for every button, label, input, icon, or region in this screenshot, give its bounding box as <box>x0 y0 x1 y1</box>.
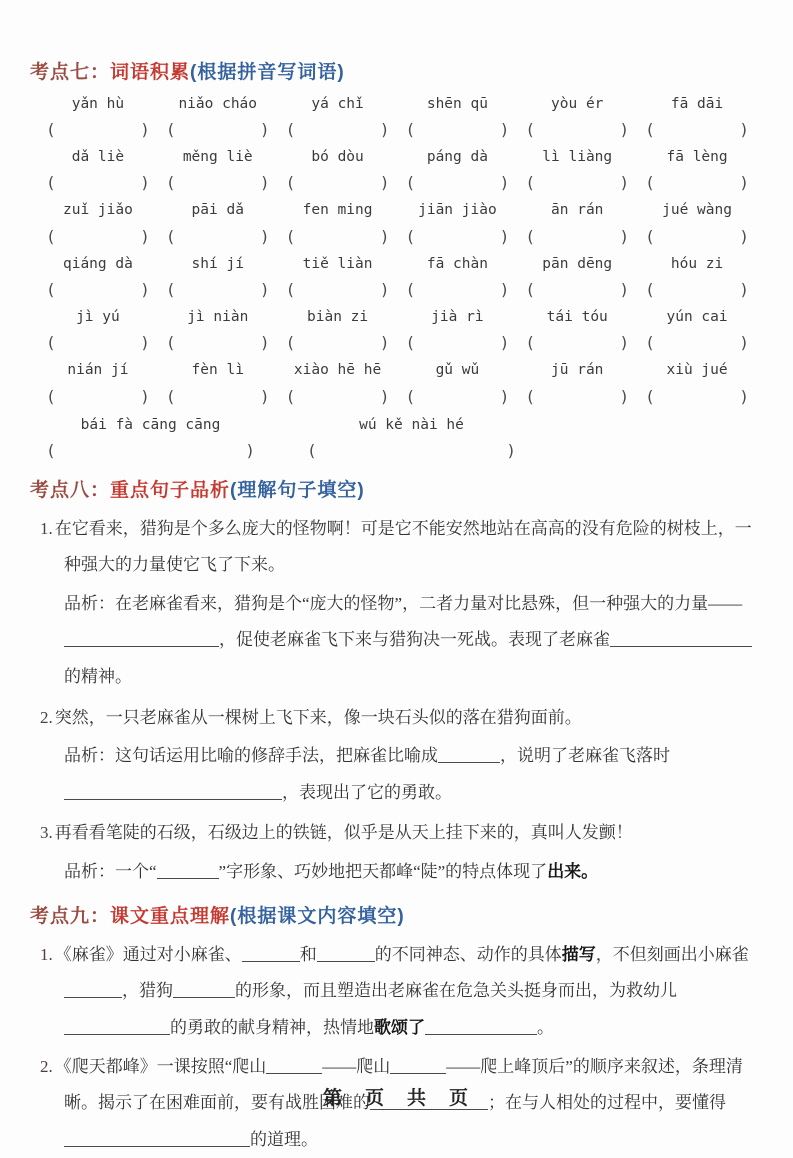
section9-title-note: (根据课文内容填空) <box>230 906 405 928</box>
fill-blank[interactable] <box>64 980 122 998</box>
pinyin-cell <box>397 146 517 196</box>
pinyin-cell <box>158 146 278 196</box>
pinyin-cell <box>637 146 757 196</box>
answer-brackets[interactable] <box>637 383 757 410</box>
pinyin-cell <box>517 253 637 303</box>
text-run: 《麻雀》通过对小麻雀、 <box>54 944 242 964</box>
fill-blank[interactable] <box>157 861 219 879</box>
text-run: 歌颂了 <box>374 1017 425 1037</box>
answer-brackets[interactable] <box>299 437 524 464</box>
pinyin-text: yá chǐ <box>311 95 364 112</box>
answer-brackets[interactable] <box>637 276 757 303</box>
bracket-close-icon: ) <box>740 279 747 299</box>
pinyin-cell <box>38 146 158 196</box>
pinyin-cell <box>158 306 278 356</box>
fill-blank[interactable] <box>266 1056 322 1074</box>
section7-title-note: (根据拼音写词语) <box>190 62 345 83</box>
bracket-close-icon: ) <box>261 119 268 139</box>
answer-brackets[interactable] <box>38 276 158 303</box>
bracket-close-icon: ) <box>141 226 148 246</box>
item-number: 2. <box>40 1056 53 1076</box>
text-run: ，不但刻画出小麻雀 <box>595 944 749 964</box>
pinyin-cell <box>158 253 278 303</box>
pinyin-text: fèn lì <box>191 362 244 379</box>
pinyin-text: jià rì <box>431 309 484 326</box>
pinyin-cell <box>38 306 158 356</box>
text-run: 描写 <box>561 944 596 964</box>
bracket-close-icon: ) <box>507 441 514 461</box>
bracket-open-icon: ( <box>48 279 55 299</box>
pinyin-cell <box>38 199 158 249</box>
pinyin-text: fā chàn <box>426 255 488 272</box>
bracket-open-icon: ( <box>287 386 294 406</box>
bracket-open-icon: ( <box>287 279 294 299</box>
bracket-close-icon: ) <box>261 279 268 299</box>
bracket-close-icon: ) <box>501 119 508 139</box>
item-number: 1. <box>40 518 53 538</box>
bracket-close-icon: ) <box>381 226 388 246</box>
answer-brackets[interactable] <box>38 223 158 250</box>
answer-brackets[interactable] <box>517 276 637 303</box>
pinyin-text: wú kě nài hé <box>359 416 464 433</box>
answer-brackets[interactable] <box>158 329 278 356</box>
pinyin-cell <box>637 93 757 143</box>
fill-blank[interactable] <box>390 1056 446 1074</box>
section8-title-note: (理解句子填空) <box>230 480 365 502</box>
bracket-open-icon: ( <box>167 119 175 139</box>
pinyin-cell <box>278 359 398 409</box>
pinyin-grid <box>38 93 757 410</box>
pinyin-text: xiào hē hē <box>293 362 382 379</box>
pinyin-cell <box>158 359 278 409</box>
text-run: ，促使老麻雀飞下来与猎狗决一死战。表现了老麻雀 <box>219 630 610 650</box>
bracket-open-icon: ( <box>647 333 654 353</box>
pinyin-text: měng liè <box>182 148 253 165</box>
pinyin-text: shí jí <box>191 255 244 272</box>
text-run: 和 <box>299 944 317 964</box>
bracket-open-icon: ( <box>167 173 175 193</box>
fill-blank[interactable] <box>438 745 500 763</box>
pinyin-text: yún cai <box>666 309 728 326</box>
bracket-open-icon: ( <box>287 226 294 246</box>
pinyin-text: jì niàn <box>187 309 249 326</box>
pinyin-text: jué wàng <box>662 202 732 219</box>
bracket-close-icon: ) <box>141 386 148 406</box>
bracket-open-icon: ( <box>309 441 316 461</box>
text-run: 的道理。 <box>250 1129 318 1149</box>
bracket-open-icon: ( <box>647 279 654 299</box>
answer-brackets[interactable] <box>517 329 637 356</box>
bracket-open-icon: ( <box>48 173 55 193</box>
bracket-close-icon: ) <box>501 333 508 353</box>
text-run: ”字形象、巧妙地把天都峰“陡”的特点体现了 <box>218 861 548 881</box>
pinyin-row <box>38 199 757 249</box>
answer-brackets[interactable] <box>38 169 158 196</box>
pinyin-text: yòu ér <box>551 95 604 112</box>
pinyin-text: nián jí <box>67 362 129 379</box>
fill-blank[interactable] <box>610 629 752 647</box>
bracket-open-icon: ( <box>167 226 175 246</box>
pinyin-text: zuǐ jiǎo <box>62 202 133 219</box>
bracket-open-icon: ( <box>527 386 534 406</box>
bracket-open-icon: ( <box>407 173 414 193</box>
bracket-open-icon: ( <box>167 333 175 353</box>
text-run: ，说明了老麻雀飞落时 <box>500 746 670 766</box>
answer-brackets[interactable] <box>637 169 757 196</box>
bracket-open-icon: ( <box>407 333 414 353</box>
pinyin-text: pān dēng <box>542 255 613 272</box>
answer-brackets[interactable] <box>517 169 637 196</box>
bracket-open-icon: ( <box>527 226 534 246</box>
pinyin-cell <box>517 199 637 249</box>
bracket-open-icon: ( <box>527 173 534 193</box>
text-run: 出来。 <box>547 861 599 881</box>
answer-brackets[interactable] <box>38 437 263 464</box>
answer-brackets[interactable] <box>637 223 757 250</box>
pinyin-cell <box>637 199 757 249</box>
bracket-close-icon: ) <box>141 173 148 193</box>
text-run: ，猎狗 <box>122 981 173 1001</box>
bracket-open-icon: ( <box>287 333 294 353</box>
pinyin-text: shēn qū <box>426 95 488 112</box>
bracket-open-icon: ( <box>167 279 175 299</box>
pinyin-cell <box>517 359 637 409</box>
bracket-open-icon: ( <box>48 441 55 461</box>
bracket-open-icon: ( <box>647 386 654 406</box>
pinyin-cell <box>299 414 524 464</box>
bracket-close-icon: ) <box>381 119 388 139</box>
pinyin-text: qiáng dà <box>62 255 133 272</box>
answer-brackets[interactable] <box>158 223 278 250</box>
fill-blank[interactable] <box>64 1129 250 1147</box>
bracket-close-icon: ) <box>501 279 508 299</box>
answer-brackets[interactable] <box>158 276 278 303</box>
bracket-close-icon: ) <box>261 386 268 406</box>
pinyin-cell <box>637 253 757 303</box>
text-run: 的勇敢的献身精神，热情地 <box>170 1017 374 1037</box>
pinyin-row <box>38 93 757 143</box>
section8-title-main: 重点句子品析 <box>110 480 231 502</box>
bracket-close-icon: ) <box>620 386 628 406</box>
analysis-paragraph <box>40 586 765 696</box>
answer-brackets[interactable] <box>158 169 278 196</box>
pinyin-row <box>38 253 757 303</box>
pinyin-text: fen ming <box>302 202 373 219</box>
pinyin-cell <box>637 359 757 409</box>
fill-blank[interactable] <box>64 1017 170 1035</box>
pinyin-row <box>38 146 757 196</box>
pinyin-text: tái tóu <box>546 309 608 326</box>
answer-brackets[interactable] <box>397 329 517 356</box>
text-run: 。 <box>537 1017 554 1037</box>
pinyin-text: biàn zi <box>307 309 369 326</box>
bracket-close-icon: ) <box>501 226 508 246</box>
pinyin-text: páng dà <box>426 148 488 165</box>
bracket-open-icon: ( <box>287 119 294 139</box>
bracket-close-icon: ) <box>740 386 747 406</box>
pinyin-cell <box>397 359 517 409</box>
text-run: 再看看笔陡的石级，石级边上的铁链，似乎是从天上挂下来的，真叫人发颤！ <box>54 823 633 843</box>
item-number: 3. <box>40 823 53 843</box>
pinyin-text: bó dòu <box>311 148 364 165</box>
bracket-close-icon: ) <box>501 173 508 193</box>
footer-page-label: 第 页 共 页 <box>322 1088 470 1109</box>
pinyin-cell <box>397 306 517 356</box>
answer-brackets[interactable] <box>158 383 278 410</box>
pinyin-cell <box>38 359 158 409</box>
pinyin-text: fā lèng <box>666 148 728 165</box>
bracket-close-icon: ) <box>501 386 508 406</box>
answer-brackets[interactable] <box>517 223 637 250</box>
bracket-close-icon: ) <box>261 226 268 246</box>
answer-brackets[interactable] <box>38 329 158 356</box>
answer-brackets[interactable] <box>38 116 158 143</box>
pinyin-cell <box>278 93 398 143</box>
bracket-close-icon: ) <box>141 333 148 353</box>
pinyin-text: jiān jiào <box>418 202 497 219</box>
pinyin-text: lì liàng <box>542 148 613 165</box>
answer-brackets[interactable] <box>278 383 398 410</box>
bracket-open-icon: ( <box>527 119 534 139</box>
fill-blank[interactable] <box>64 782 282 800</box>
answer-brackets[interactable] <box>278 276 398 303</box>
pinyin-text: pāi dǎ <box>191 202 244 219</box>
question-item <box>40 815 765 852</box>
item-number: 1. <box>40 944 53 964</box>
pinyin-text: hóu zi <box>670 255 724 272</box>
bracket-close-icon: ) <box>740 226 747 246</box>
bracket-close-icon: ) <box>381 279 388 299</box>
bracket-open-icon: ( <box>48 226 55 246</box>
pinyin-text: dǎ liè <box>71 148 125 165</box>
pinyin-text: niǎo cháo <box>178 95 258 112</box>
text-run: 品析：在老麻雀看来，猎狗是个“庞大的怪物”，二者力量对比悬殊，但一种强大的力量—— <box>64 593 743 613</box>
text-run: 品析：这句话运用比喻的修辞手法，把麻雀比喻成 <box>64 746 438 766</box>
pinyin-cell <box>517 146 637 196</box>
fill-blank[interactable] <box>242 944 300 962</box>
answer-brackets[interactable] <box>637 329 757 356</box>
fill-blank[interactable] <box>173 980 235 998</box>
bracket-close-icon: ) <box>141 279 148 299</box>
bracket-open-icon: ( <box>647 119 654 139</box>
pinyin-row <box>38 414 757 464</box>
question-item <box>40 937 765 1047</box>
answer-brackets[interactable] <box>517 116 637 143</box>
bracket-open-icon: ( <box>407 279 414 299</box>
pinyin-text: tiě liàn <box>302 255 373 272</box>
pinyin-cell <box>38 414 263 464</box>
pinyin-row <box>38 306 757 356</box>
pinyin-text: fā dāi <box>670 95 724 112</box>
analysis-paragraph <box>40 854 765 891</box>
question-item <box>40 700 765 737</box>
bracket-open-icon: ( <box>647 226 654 246</box>
bracket-open-icon: ( <box>407 386 414 406</box>
pinyin-cell <box>397 93 517 143</box>
bracket-open-icon: ( <box>48 386 55 406</box>
pinyin-grid-wide <box>38 414 757 464</box>
bracket-close-icon: ) <box>246 441 253 461</box>
answer-brackets[interactable] <box>278 329 398 356</box>
pinyin-cell <box>158 93 278 143</box>
section9-items <box>30 937 765 1158</box>
text-run: ——爬山 <box>322 1056 391 1076</box>
item-number: 2. <box>40 707 53 727</box>
bracket-close-icon: ) <box>620 226 628 246</box>
fill-blank[interactable] <box>317 944 375 962</box>
answer-brackets[interactable] <box>158 116 278 143</box>
question-item <box>40 511 765 584</box>
answer-brackets[interactable] <box>397 223 517 250</box>
pinyin-text: bái fà cāng cāng <box>80 416 221 433</box>
pinyin-cell <box>278 199 398 249</box>
text-run: 在它看来，猎狗是个多么庞大的怪物啊！可是它不能安然地站在高高的没有危险的树枝上，一种强大的力量使它飞了下来。 <box>54 518 752 575</box>
bracket-close-icon: ) <box>740 173 747 193</box>
bracket-open-icon: ( <box>527 279 534 299</box>
pinyin-cell <box>517 306 637 356</box>
answer-brackets[interactable] <box>397 116 517 143</box>
pinyin-text: jū rán <box>551 362 604 379</box>
section9-title-prefix: 考点九： <box>30 906 111 928</box>
bracket-close-icon: ) <box>740 119 747 139</box>
fill-blank[interactable] <box>425 1017 537 1035</box>
bracket-close-icon: ) <box>620 279 628 299</box>
bracket-open-icon: ( <box>407 226 414 246</box>
answer-brackets[interactable] <box>278 116 398 143</box>
answer-brackets[interactable] <box>637 116 757 143</box>
fill-blank[interactable] <box>64 629 219 647</box>
bracket-open-icon: ( <box>48 333 55 353</box>
bracket-close-icon: ) <box>261 333 268 353</box>
pinyin-text: xiù jué <box>666 362 728 379</box>
section7-title-prefix: 考点七： <box>30 62 111 83</box>
bracket-close-icon: ) <box>381 173 388 193</box>
pinyin-cell <box>517 93 637 143</box>
bracket-open-icon: ( <box>167 386 175 406</box>
pinyin-cell <box>637 306 757 356</box>
bracket-open-icon: ( <box>48 119 55 139</box>
pinyin-cell <box>38 93 158 143</box>
answer-brackets[interactable] <box>38 383 158 410</box>
pinyin-cell <box>278 146 398 196</box>
text-run: 的不同神态、动作的具体 <box>374 944 562 964</box>
pinyin-cell <box>397 253 517 303</box>
pinyin-row <box>38 359 757 409</box>
answer-brackets[interactable] <box>397 169 517 196</box>
pinyin-text: ān rán <box>551 202 604 219</box>
answer-brackets[interactable] <box>517 383 637 410</box>
bracket-close-icon: ) <box>620 333 628 353</box>
section9-title <box>30 904 765 931</box>
text-run: 的形象，而且塑造出老麻雀在危急关头挺身而出，为救幼儿 <box>235 981 677 1001</box>
section8-title <box>30 478 765 505</box>
text-run: ；在与人相处的过程中，要懂得 <box>488 1093 726 1113</box>
pinyin-cell <box>278 306 398 356</box>
pinyin-text: gǔ wǔ <box>435 362 480 379</box>
bracket-close-icon: ) <box>261 173 268 193</box>
section7-title <box>30 60 765 87</box>
bracket-close-icon: ) <box>620 119 628 139</box>
answer-brackets[interactable] <box>397 276 517 303</box>
bracket-close-icon: ) <box>620 173 628 193</box>
bracket-close-icon: ) <box>381 333 388 353</box>
section9-title-main: 课文重点理解 <box>110 906 231 928</box>
text-run: 突然，一只老麻雀从一棵树上飞下来，像一块石头似的落在猎狗面前。 <box>54 707 582 727</box>
answer-brackets[interactable] <box>278 169 398 196</box>
pinyin-cell <box>38 253 158 303</box>
pinyin-cell <box>397 199 517 249</box>
section8-items <box>30 511 765 890</box>
section8-title-prefix: 考点八： <box>30 480 111 502</box>
text-run: 品析：一个“ <box>64 861 157 881</box>
bracket-open-icon: ( <box>287 173 294 193</box>
pinyin-cell <box>278 253 398 303</box>
pinyin-text: yǎn hù <box>71 95 125 112</box>
text-run: ，表现出了它的勇敢。 <box>282 782 452 802</box>
section7-title-main: 词语积累 <box>110 62 191 83</box>
pinyin-cell <box>158 199 278 249</box>
answer-brackets[interactable] <box>397 383 517 410</box>
bracket-open-icon: ( <box>527 333 534 353</box>
bracket-close-icon: ) <box>141 119 148 139</box>
bracket-close-icon: ) <box>740 333 747 353</box>
bracket-open-icon: ( <box>407 119 414 139</box>
bracket-open-icon: ( <box>647 173 654 193</box>
text-run: ——爬上峰顶后”的顺序来叙述，条理清晰。揭示了在困难面前，要有战胜困难的 <box>64 1056 743 1113</box>
pinyin-text: jì yú <box>76 309 120 326</box>
text-run: 《爬天都峰》一课按照“爬山 <box>54 1056 267 1076</box>
text-run: 的精神。 <box>64 667 132 686</box>
answer-brackets[interactable] <box>278 223 398 250</box>
bracket-close-icon: ) <box>381 386 388 406</box>
analysis-paragraph <box>40 738 765 811</box>
